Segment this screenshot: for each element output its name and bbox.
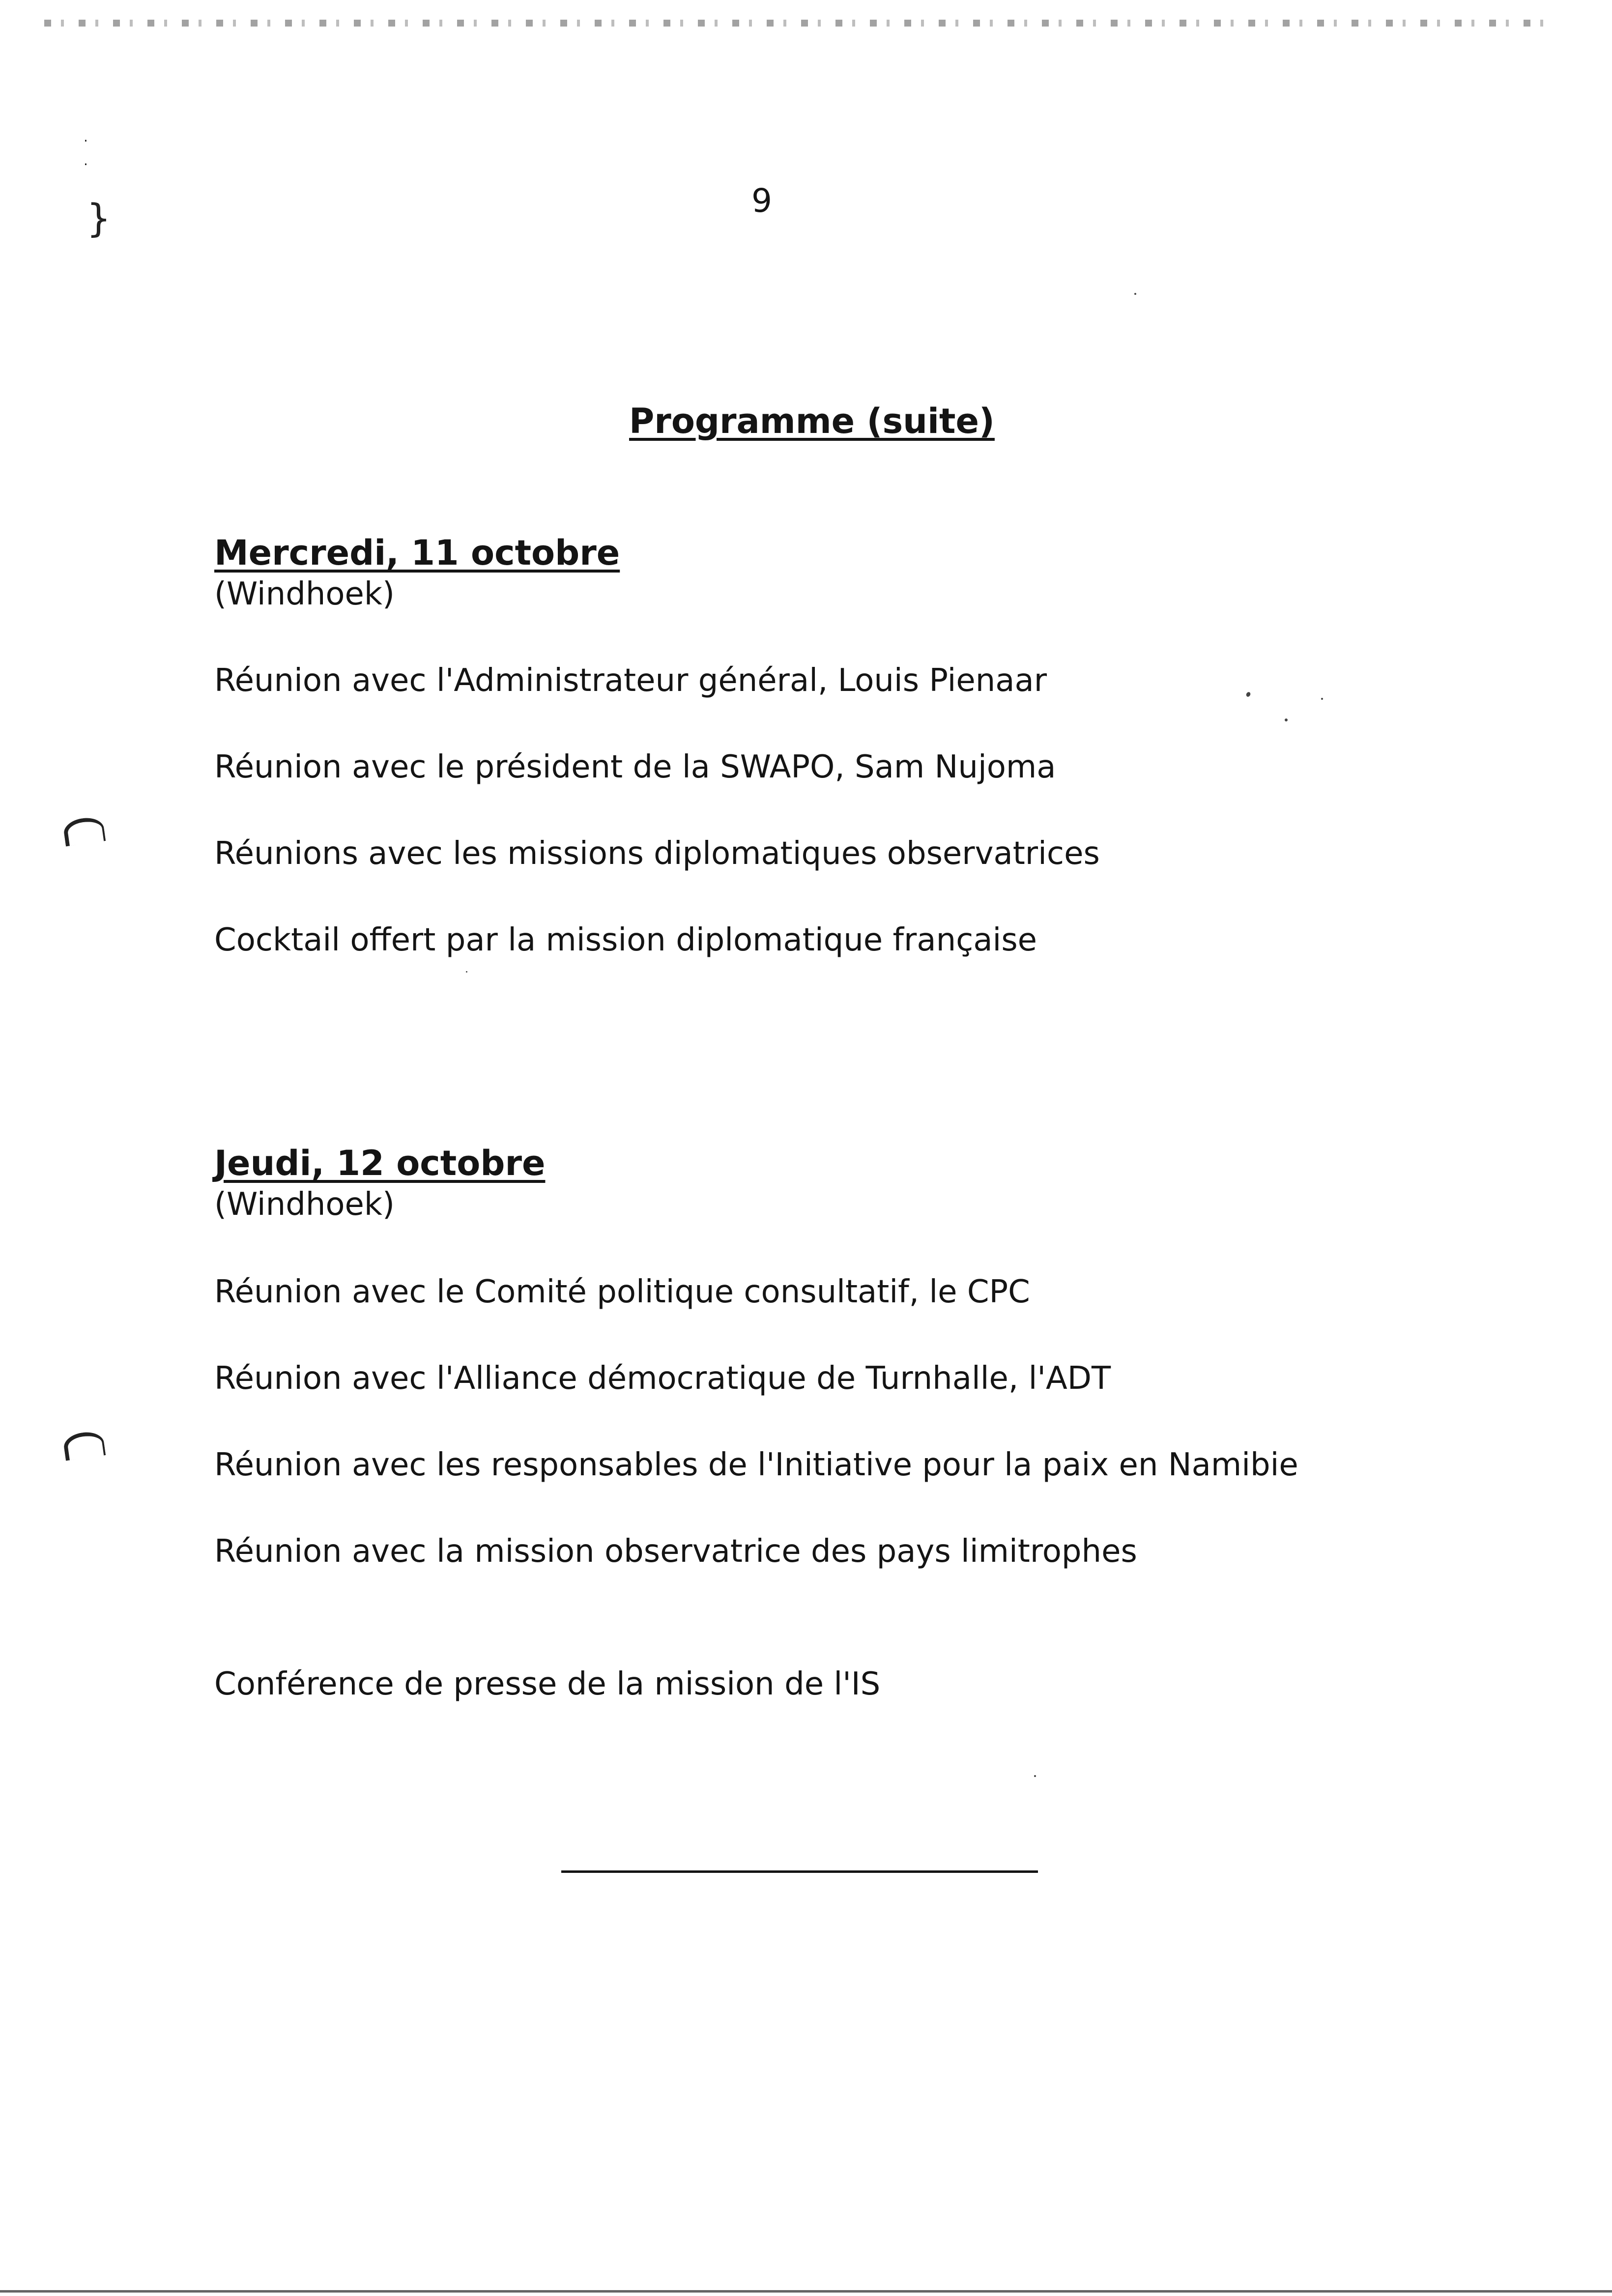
scan-mark: ·	[84, 156, 88, 172]
end-rule	[561, 1870, 1038, 1873]
page-title: Programme (suite)	[629, 401, 995, 441]
scan-speck	[1134, 293, 1136, 295]
day-heading-thursday: Jeudi, 12 octobre	[214, 1143, 546, 1183]
scan-artifact-bottom	[0, 2290, 1612, 2293]
program-item: Cocktail offert par la mission diplomatique française	[214, 922, 1037, 958]
scan-speck	[1034, 1775, 1036, 1777]
program-item: Conférence de presse de la mission de l'IS	[214, 1666, 881, 1702]
scan-speck	[1285, 718, 1288, 721]
day-location-thursday: (Windhoek)	[214, 1186, 395, 1223]
scan-speck	[1321, 698, 1323, 700]
program-item: Réunion avec les responsables de l'Initiative pour la paix en Namibie	[214, 1447, 1298, 1483]
program-item: Réunions avec les missions diplomatiques observatrices	[214, 835, 1100, 872]
punch-hole-mark	[62, 1430, 106, 1461]
program-item: Réunion avec l'Alliance démocratique de Turnhalle, l'ADT	[214, 1360, 1111, 1397]
program-item: Réunion avec l'Administrateur général, Louis Pienaar	[214, 662, 1047, 699]
program-item: Réunion avec le président de la SWAPO, Sam Nujoma	[214, 749, 1056, 785]
day-heading-wednesday: Mercredi, 11 octobre	[214, 533, 620, 573]
binder-mark: }	[86, 197, 111, 241]
scan-speck	[466, 971, 467, 973]
scan-artifact-top	[44, 20, 1558, 27]
program-item: Réunion avec la mission observatrice des pays limitrophes	[214, 1533, 1137, 1570]
day-location-wednesday: (Windhoek)	[214, 576, 395, 612]
scan-speck	[1245, 691, 1251, 698]
page-number: 9	[751, 182, 772, 220]
scan-mark: ·	[84, 133, 88, 149]
program-item: Réunion avec le Comité politique consultatif, le CPC	[214, 1274, 1030, 1310]
punch-hole-mark	[62, 816, 106, 847]
